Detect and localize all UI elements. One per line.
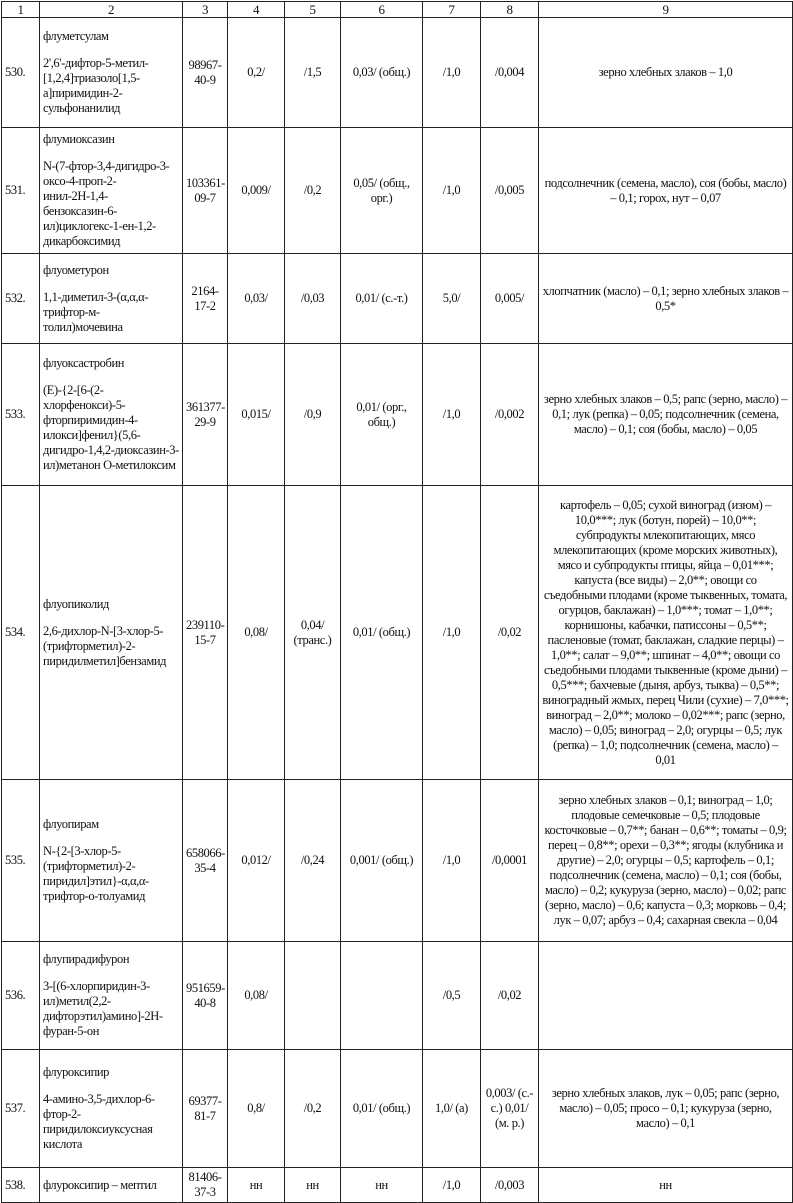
value-col6: 0,01/ (общ.) bbox=[341, 486, 423, 780]
chemical-name: N-{2-[3-хлор-5-(трифторметил)-2-пиридил]этил}-α,α,α-трифтор-о-толуамид bbox=[43, 844, 149, 903]
col-header-1: 1 bbox=[2, 2, 40, 18]
chemical-name: 4-амино-3,5-дихлор-6-фтор-2-пиридилоксиуксусная кислота bbox=[43, 1092, 155, 1151]
substance-name-cell bbox=[40, 1050, 183, 1168]
table-row bbox=[2, 780, 793, 942]
col-header-2: 2 bbox=[40, 2, 183, 18]
substance-name-cell bbox=[40, 942, 183, 1050]
value-col7: /1,0 bbox=[423, 1168, 481, 1203]
value-col5: нн bbox=[285, 1168, 341, 1203]
trade-name: флуроксипир bbox=[43, 1065, 110, 1079]
substance-name-cell bbox=[40, 780, 183, 942]
value-col4: 0,009/ bbox=[228, 128, 285, 254]
value-col9: подсолнечник (семена, масло), соя (бобы, масло) – 0,1; горох, нут – 0,07 bbox=[539, 128, 793, 254]
trade-name: флуопиколид bbox=[43, 596, 110, 611]
substance-name-cell bbox=[40, 344, 183, 486]
chemical-name: 2,6-дихлор-N-[3-хлор-5-(трифторметил)-2-пиридилметил]бензамид bbox=[43, 623, 167, 668]
trade-name: флуроксипир – мептил bbox=[43, 1177, 157, 1192]
value-col8: 0,003/ (с.-с.) 0,01/ (м. р.) bbox=[481, 1050, 539, 1168]
trade-name: флуоксастробин bbox=[43, 356, 125, 370]
value-col5: /0,24 bbox=[285, 780, 341, 942]
trade-name: флуопирам bbox=[43, 817, 99, 831]
value-col6: 0,01/ (орг., общ.) bbox=[341, 344, 423, 486]
value-col8: /0,004 bbox=[481, 18, 539, 128]
value-col7: /1,0 bbox=[423, 486, 481, 780]
cas-number: 361377-29-9 bbox=[183, 344, 228, 486]
value-col7: /1,0 bbox=[423, 18, 481, 128]
col-header-8: 8 bbox=[481, 2, 539, 18]
value-col8: /0,003 bbox=[481, 1168, 539, 1203]
value-col5: /0,2 bbox=[285, 128, 341, 254]
value-col7: 5,0/ bbox=[423, 254, 481, 344]
chemical-name: 2',6'-дифтор-5-метил-[1,2,4]триазоло[1,5-а]пиримидин-2-сульфонанилид bbox=[43, 56, 149, 115]
row-number: 533. bbox=[2, 344, 40, 486]
col-header-7: 7 bbox=[423, 2, 481, 18]
table-row bbox=[2, 942, 793, 1050]
chemical-name: 3-[(6-хлорпиридин-3-ил)метил(2,2-дифторэтил)амино]-2Н-фуран-5-он bbox=[43, 979, 163, 1038]
trade-name: флуометурон bbox=[43, 262, 109, 277]
substance-name-cell bbox=[40, 18, 183, 128]
col-header-5: 5 bbox=[285, 2, 341, 18]
value-col8: /0,002 bbox=[481, 344, 539, 486]
col-header-4: 4 bbox=[228, 2, 285, 18]
value-col7: /1,0 bbox=[423, 780, 481, 942]
table-row bbox=[2, 254, 793, 344]
col-header-9: 9 bbox=[539, 2, 793, 18]
table-row bbox=[2, 18, 793, 128]
value-col8: /0,02 bbox=[481, 486, 539, 780]
chemical-name: (Е)-{2-[6-(2-хлорфенокси)-5-фторпиримидин-4-илокси]фенил}(5,6-дигидро-1,4,2-диоксазин-3-ил)метанон О-метилоксим bbox=[43, 383, 179, 472]
value-col7: /1,0 bbox=[423, 344, 481, 486]
value-col6: нн bbox=[341, 1168, 423, 1203]
row-number: 532. bbox=[2, 254, 40, 344]
substance-name-cell bbox=[40, 254, 183, 344]
chemical-name: 1,1-диметил-3-(α,α,α-трифтор-м-толил)мочевина bbox=[43, 289, 149, 334]
value-col7: /0,5 bbox=[423, 942, 481, 1050]
table-row bbox=[2, 344, 793, 486]
value-col9: зерно хлебных злаков – 1,0 bbox=[539, 18, 793, 128]
value-col9: зерно хлебных злаков – 0,1; виноград – 1,0; плодовые семечковые – 0,5; плодовые косточковые – 0,7**; банан – 0,6**; томаты – 0,9; перец – 0,8**; орехи – 0,3**; ягоды (клубника и другие) – 2,0; огурцы – 0,5; картофель – 0,1; подсолнечник (семена, масло) – 0,1; соя (бобы, масло) – 0,2; кукуруза (зерно, масло) – 0,02; рапс (зерно, масло) – 0,6; капуста – 0,3; морковь – 0,4; лук – 0,07; арбуз – 0,4; сахарная свекла – 0,04 bbox=[539, 780, 793, 942]
trade-name: флумиоксазин bbox=[43, 132, 115, 146]
value-col7: /1,0 bbox=[423, 128, 481, 254]
value-col6: 0,01/ (с.-т.) bbox=[341, 254, 423, 344]
value-col4: 0,08/ bbox=[228, 486, 285, 780]
row-number: 535. bbox=[2, 780, 40, 942]
cas-number: 951659-40-8 bbox=[183, 942, 228, 1050]
value-col7: 1,0/ (а) bbox=[423, 1050, 481, 1168]
substance-name-cell bbox=[40, 128, 183, 254]
table-row bbox=[2, 486, 793, 780]
trade-name: флупирадифурон bbox=[43, 952, 130, 966]
value-col9 bbox=[539, 942, 793, 1050]
value-col6: 0,05/ (общ., орг.) bbox=[341, 128, 423, 254]
value-col4: 0,2/ bbox=[228, 18, 285, 128]
substance-name-cell bbox=[40, 1168, 183, 1203]
cas-number: 81406-37-3 bbox=[183, 1168, 228, 1203]
value-col9: картофель – 0,05; сухой виноград (изюм) – 10,0***; лук (ботун, порей) – 10,0**; субпродукты млекопитающих, мясо млекопитающих (кроме морских животных), мясо и субпродукты птицы, яйца – 0,01***; капуста (все виды) – 2,0**; овощи со съедобными плодами (кроме тыквенных, томата, огурцов, баклажан) – 1,0***; томат – 1,0**; корнишоны, кабачки, патиссоны – 0,5**; пасленовые (томат, баклажан, сладкие перцы) – 1,0**; салат – 9,0**; шпинат – 4,0**; овощи со съедобными плодами тыквенные (кроме дыни) – 0,5***; бахчевые (дыня, арбуз, тыква) – 0,5**; виноградный жмых, перец Чили (сухие) – 7,0***; виноград – 2,0**; молоко – 0,02***; рапс (зерно, масло) – 0,05; виноград – 2,0; огурцы – 0,5; лук (репка) – 1,0; подсолнечник (семена, масло) – 0,01 bbox=[539, 486, 793, 780]
table-row bbox=[2, 1168, 793, 1203]
hygienic-standards-table bbox=[1, 1, 793, 1203]
value-col6 bbox=[341, 942, 423, 1050]
value-col4: 0,03/ bbox=[228, 254, 285, 344]
row-number: 538. bbox=[2, 1168, 40, 1203]
cas-number: 98967-40-9 bbox=[183, 18, 228, 128]
value-col8: /0,0001 bbox=[481, 780, 539, 942]
row-number: 530. bbox=[2, 18, 40, 128]
cas-number: 658066-35-4 bbox=[183, 780, 228, 942]
value-col4: 0,012/ bbox=[228, 780, 285, 942]
value-col6: 0,001/ (общ.) bbox=[341, 780, 423, 942]
value-col9: нн bbox=[539, 1168, 793, 1203]
col-header-3: 3 bbox=[183, 2, 228, 18]
row-number: 534. bbox=[2, 486, 40, 780]
value-col5: /0,9 bbox=[285, 344, 341, 486]
value-col9: зерно хлебных злаков, лук – 0,05; рапс (зерно, масло) – 0,05; просо – 0,1; кукуруза (зерно, масло) – 0,1 bbox=[539, 1050, 793, 1168]
row-number: 537. bbox=[2, 1050, 40, 1168]
cas-number: 239110-15-7 bbox=[183, 486, 228, 780]
cas-number: 69377-81-7 bbox=[183, 1050, 228, 1168]
value-col4: 0,8/ bbox=[228, 1050, 285, 1168]
header-row bbox=[2, 2, 793, 18]
value-col9: зерно хлебных злаков – 0,5; рапс (зерно, масло) – 0,1; лук (репка) – 0,05; подсолнечник (семена, масло) – 0,1; соя (бобы, масло) – 0,05 bbox=[539, 344, 793, 486]
value-col5: /1,5 bbox=[285, 18, 341, 128]
value-col5 bbox=[285, 942, 341, 1050]
cas-number: 103361-09-7 bbox=[183, 128, 228, 254]
value-col8: /0,02 bbox=[481, 942, 539, 1050]
substance-name-cell bbox=[40, 486, 183, 780]
value-col6: 0,01/ (общ.) bbox=[341, 1050, 423, 1168]
value-col8: 0,005/ bbox=[481, 254, 539, 344]
row-number: 531. bbox=[2, 128, 40, 254]
value-col8: /0,005 bbox=[481, 128, 539, 254]
value-col4: 0,015/ bbox=[228, 344, 285, 486]
value-col5: /0,03 bbox=[285, 254, 341, 344]
value-col9: хлопчатник (масло) – 0,1; зерно хлебных злаков – 0,5* bbox=[539, 254, 793, 344]
value-col5: /0,2 bbox=[285, 1050, 341, 1168]
table-row bbox=[2, 1050, 793, 1168]
col-header-6: 6 bbox=[341, 2, 423, 18]
value-col5: 0,04/ (транс.) bbox=[285, 486, 341, 780]
row-number: 536. bbox=[2, 942, 40, 1050]
cas-number: 2164-17-2 bbox=[183, 254, 228, 344]
trade-name: флуметсулам bbox=[43, 29, 109, 43]
value-col4: 0,08/ bbox=[228, 942, 285, 1050]
table-row bbox=[2, 128, 793, 254]
value-col4: нн bbox=[228, 1168, 285, 1203]
chemical-name: N-(7-фтор-3,4-дигидро-3-оксо-4-проп-2-инил-2Н-1,4-бензоксазин-6-ил)циклогекс-1-ен-1,2-дикарбоксимид bbox=[43, 159, 170, 248]
value-col6: 0,03/ (общ.) bbox=[341, 18, 423, 128]
